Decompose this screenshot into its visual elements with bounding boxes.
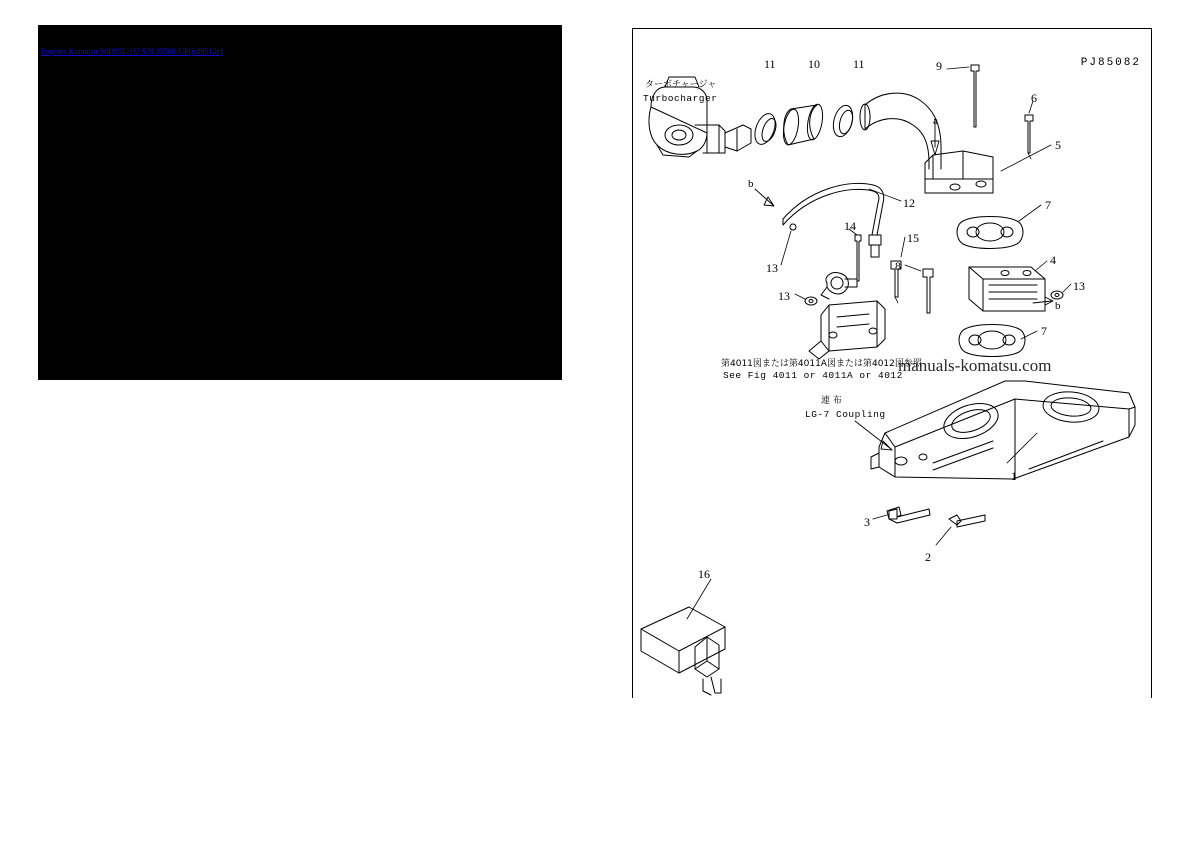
callout-6: 6 [1031,91,1037,105]
callout-1: 1 [1011,469,1017,483]
coupling-label-jp: 連 布 [821,396,842,406]
callout-11-right: 11 [853,57,865,71]
callout-2: 2 [925,550,931,564]
callout-4: 4 [1050,253,1056,267]
callout-7-lower: 7 [1041,324,1047,338]
callout-5: 5 [1055,138,1061,152]
callout-14: 14 [844,219,856,233]
see-fig-label-en: See Fig 4011 or 4011A or 4012 [723,370,903,381]
callout-13-a: 13 [766,261,778,275]
callout-16: 16 [698,567,710,581]
callout-9: 9 [936,59,942,73]
callout-11-left: 11 [764,57,776,71]
turbocharger-label-en: Turbocharger [643,93,718,104]
callout-b-right: b [1055,300,1061,312]
callout-12: 12 [903,196,915,210]
callout-8: 8 [895,259,901,273]
parts-diagram-panel [632,28,1152,698]
callout-10: 10 [808,57,820,71]
see-fig-label-jp: 第4011図または第4011A図または第4012図参照 [721,359,922,369]
coupling-label-en: LG-7 Coupling [805,409,886,420]
thumbnail-preview-panel [38,25,562,380]
callout-3: 3 [864,515,870,529]
exploded-parts-drawing [633,29,1151,697]
callout-b-left: b [748,178,754,190]
drawing-page-code: PJ85082 [1080,57,1141,69]
callout-a: a [933,115,938,127]
callout-7-upper: 7 [1045,198,1051,212]
callout-13-b: 13 [778,289,790,303]
callout-13-c: 13 [1073,279,1085,293]
watermark-text: manuals-komatsu.com [898,356,1052,375]
manual-title-link[interactable]: Engines Komatsu S6D95L-1U S/N 35560-UP(js09512c) [41,47,223,56]
callout-15: 15 [907,231,919,245]
turbocharger-label-jp: ターボチャージャ [645,80,717,90]
